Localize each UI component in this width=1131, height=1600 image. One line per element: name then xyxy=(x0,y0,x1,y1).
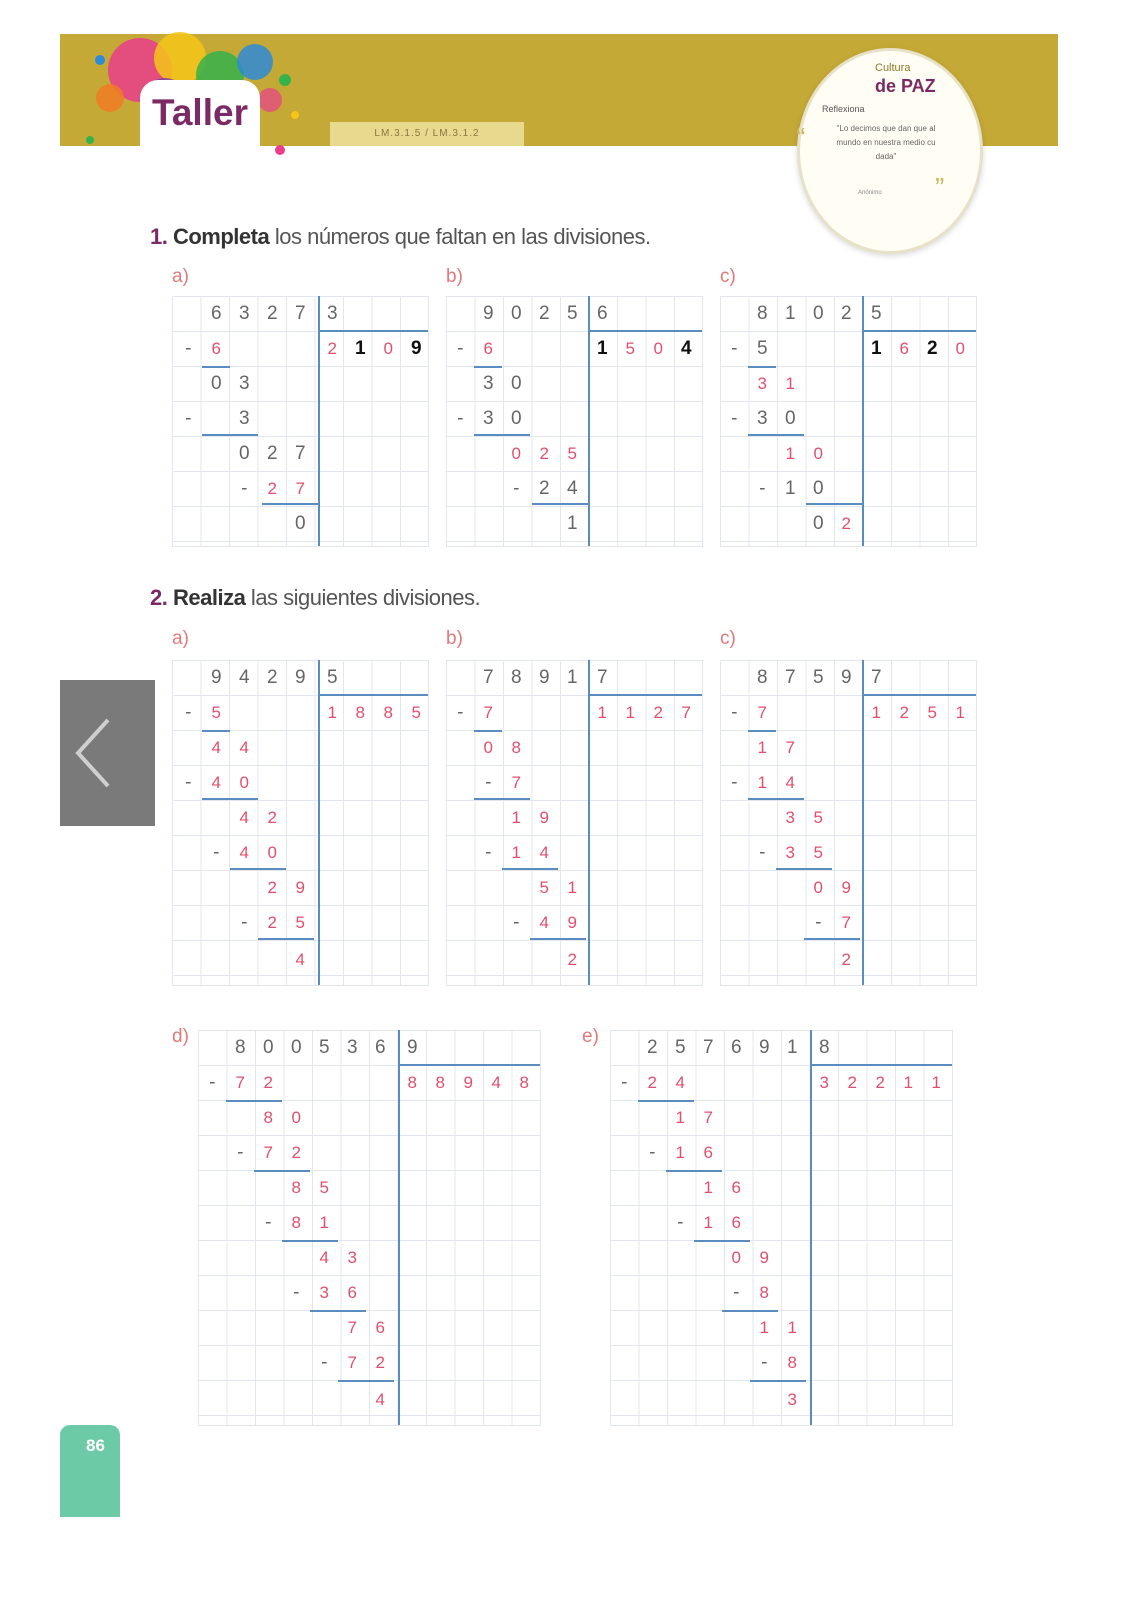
instruction-1-text: los números que faltan en las divisiones. xyxy=(269,224,651,249)
instruction-1-number: 1. xyxy=(150,224,168,249)
skill-codes: LM.3.1.5 / LM.3.1.2 xyxy=(330,122,524,146)
quote-close-icon: ” xyxy=(935,172,945,203)
division-grid-1b: 9 0 2 5 6 - 6 1 5 0 4 3 0 - 3 0 0 2 5 - 2 4 1 xyxy=(446,296,703,547)
chevron-left-icon xyxy=(60,680,155,826)
label-1c: c) xyxy=(720,266,736,287)
instruction-2-text: las siguientes divisiones. xyxy=(245,585,481,610)
page-number: 86 xyxy=(86,1436,105,1455)
page-title: Taller xyxy=(152,92,248,133)
instruction-2-verb: Realiza xyxy=(172,585,246,610)
label-2e: e) xyxy=(582,1026,599,1047)
instruction-1 xyxy=(150,224,651,250)
division-grid-1a: 6 3 2 7 3 - 6 2 1 0 9 0 3 - 3 0 2 7 - 2 7 0 xyxy=(172,296,429,547)
division-grid-2c: 8 7 5 9 7 - 7 1 2 5 1 1 7 - 1 4 3 5 - 3 5 0 9 - 7 2 xyxy=(720,660,977,986)
paz-subtitle: Reflexiona xyxy=(822,104,865,114)
division-grid-2b: 7 8 9 1 7 - 7 1 1 2 7 0 8 - 7 1 9 - 1 4 5 1 - 4 9 2 xyxy=(446,660,703,986)
instruction-2-number: 2. xyxy=(150,585,168,610)
division-grid-2e: 2 5 7 6 9 1 8 - 2 4 3 2 2 1 1 1 7 - 1 6 1 6 - 1 6 0 9 - 8 1 1 - 8 3 xyxy=(610,1030,953,1426)
label-1b: b) xyxy=(446,266,463,287)
label-2b: b) xyxy=(446,628,463,649)
instruction-1-verb: Completa xyxy=(172,224,270,249)
instruction-2 xyxy=(150,585,480,611)
label-2d: d) xyxy=(172,1026,189,1047)
division-grid-2d: 8 0 0 5 3 6 9 - 7 2 8 8 9 4 8 8 0 - 7 2 8 5 - 8 1 4 3 - 3 6 7 6 - 7 2 4 xyxy=(198,1030,541,1426)
paz-title: de PAZ xyxy=(875,76,936,96)
previous-page-button[interactable] xyxy=(60,680,155,826)
paz-author: Anónimo xyxy=(858,190,882,196)
paz-quote: "Lo decimos que dan que al mundo en nuestra medio cu dada" xyxy=(836,124,936,161)
label-2c: c) xyxy=(720,628,736,649)
label-1a: a) xyxy=(172,266,189,287)
paz-cultura-label: Cultura xyxy=(875,62,911,74)
quote-open-icon: “ xyxy=(796,122,806,153)
division-grid-1c: 8 1 0 2 5 - 5 1 6 2 0 3 1 - 3 0 1 0 - 1 0 0 2 xyxy=(720,296,977,547)
label-2a: a) xyxy=(172,628,189,649)
division-grid-2a: 9 4 2 9 5 - 5 1 8 8 5 4 4 - 4 0 4 2 - 4 0 2 9 - 2 5 4 xyxy=(172,660,429,986)
